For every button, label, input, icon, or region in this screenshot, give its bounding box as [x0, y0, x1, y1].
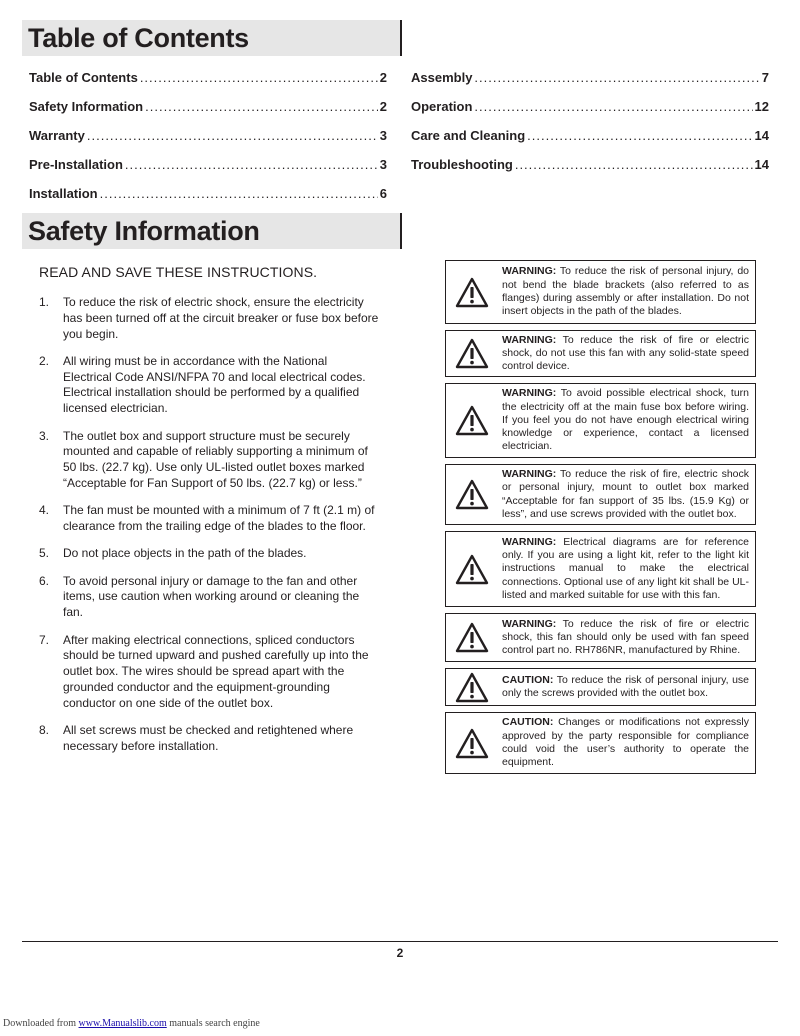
instruction-item	[39, 723, 379, 755]
instruction-text: All set screws must be checked and retightened where necessary before installation.	[63, 723, 354, 753]
watermark-prefix: Downloaded from	[3, 1018, 79, 1029]
page-number: 2	[396, 946, 404, 960]
instruction-item	[39, 574, 379, 621]
read-and-save-heading: READ AND SAVE THESE INSTRUCTIONS.	[39, 264, 318, 280]
toc-entry[interactable]	[29, 157, 387, 186]
warning-body: To reduce the risk of fire, electric shock or personal injury, mount to outlet box marked “Acceptable for fan support of 35 lbs. (15.9 Kg) or less”, and use screws provided with the outlet box.	[502, 467, 749, 520]
warning-body: Changes or modifications not expressly approved by the party responsible for compliance could void the user’s authority to operate the equipment.	[502, 716, 749, 769]
toc-right-column	[411, 70, 769, 186]
warning-box	[445, 712, 756, 774]
warning-triangle-icon	[452, 620, 492, 656]
toc-entry[interactable]	[29, 70, 387, 99]
toc-entry[interactable]	[411, 99, 769, 128]
warning-label: CAUTION:	[502, 673, 554, 686]
toc-entry-page: 3	[379, 128, 387, 143]
toc-dot-leader	[515, 157, 753, 172]
warning-box	[445, 531, 756, 607]
toc-left-column	[29, 70, 387, 215]
toc-entry-page: 14	[754, 128, 769, 143]
warning-text	[502, 618, 749, 658]
toc-dot-leader	[140, 70, 378, 85]
instruction-item	[39, 429, 379, 492]
toc-entry-page: 3	[379, 157, 387, 172]
toc-dot-leader	[125, 157, 378, 172]
toc-entry[interactable]	[411, 128, 769, 157]
instruction-number: 2.	[39, 353, 50, 368]
warning-label: WARNING:	[502, 467, 557, 480]
warning-text	[502, 387, 749, 453]
toc-entry-label: Operation	[411, 99, 473, 114]
instruction-text: The outlet box and support structure must be securely mounted and capable of reliably supporting a minimum of 50 lbs. (22.7 kg). Use only UL-listed outlet boxes marked “Acceptable for Fan Support of 50 lbs. (22.7 kg) or less.”	[63, 428, 368, 490]
warning-text	[502, 536, 749, 602]
toc-entry-page: 14	[754, 157, 769, 172]
caution-triangle-icon	[452, 669, 492, 705]
toc-entry[interactable]	[411, 157, 769, 186]
warning-box	[445, 260, 756, 324]
warning-text	[502, 334, 749, 374]
warning-text	[502, 468, 749, 521]
warnings-column	[445, 260, 756, 780]
warning-text	[502, 265, 749, 318]
download-watermark	[3, 1018, 260, 1029]
instruction-text: To avoid personal injury or damage to the fan and other items, use caution when working around or cleaning the fan.	[63, 573, 360, 620]
instruction-item	[39, 354, 379, 417]
safety-title: Safety Information	[28, 216, 260, 246]
warning-triangle-icon	[452, 403, 492, 439]
manualslib-link[interactable]: www.Manualslib.com	[78, 1018, 167, 1029]
instruction-number: 3.	[39, 428, 50, 443]
instruction-number: 4.	[39, 503, 50, 518]
warning-label: CAUTION:	[502, 716, 554, 729]
toc-dot-leader	[527, 128, 752, 143]
warning-label: WARNING:	[502, 387, 557, 400]
toc-entry[interactable]	[29, 128, 387, 157]
warning-body: To reduce the risk of fire or electric shock, do not use this fan with any solid-state speed control device.	[502, 333, 749, 373]
instruction-number: 8.	[39, 723, 50, 738]
instruction-item	[39, 633, 379, 712]
toc-entry-page: 7	[761, 70, 769, 85]
watermark-suffix: manuals search engine	[166, 1018, 260, 1029]
warning-label: WARNING:	[502, 265, 557, 278]
toc-entry-label: Pre-Installation	[29, 157, 123, 172]
instruction-item	[39, 546, 379, 562]
toc-dot-leader	[100, 186, 378, 201]
warning-triangle-icon	[452, 336, 492, 372]
instruction-number: 6.	[39, 573, 50, 588]
instruction-number: 1.	[39, 295, 50, 309]
instruction-text: The fan must be mounted with a minimum of 7 ft (2.1 m) of clearance from the trailing edge of the blades to the floor.	[63, 503, 375, 534]
safety-instructions-list	[39, 295, 379, 766]
warning-label: WARNING:	[502, 617, 557, 630]
instruction-number: 5.	[39, 546, 50, 561]
warning-body: To reduce the risk of personal injury, use only the screws provided with the outlet box.	[502, 673, 749, 699]
instruction-text: To reduce the risk of electric shock, ensure the electricity has been turned off at the circuit breaker or fuse box before you begin.	[63, 295, 379, 341]
toc-entry-label: Care and Cleaning	[411, 128, 526, 143]
footer-divider	[22, 941, 778, 942]
toc-entry[interactable]	[411, 70, 769, 99]
instruction-item	[39, 503, 379, 535]
warning-label: WARNING:	[502, 333, 557, 346]
instruction-number: 7.	[39, 632, 50, 647]
toc-entry-label: Warranty	[29, 128, 85, 143]
warning-body: Electrical diagrams are for reference only. If you are using a light kit, refer to the light kit instructions manual to make the electrical connections. Optional use of any light kit shall be UL-listed and marked suitable for use with this fan.	[502, 535, 749, 601]
toc-entry-page: 6	[379, 186, 387, 201]
warning-triangle-icon	[452, 551, 492, 587]
toc-entry-label: Installation	[29, 186, 98, 201]
toc-entry-page: 12	[754, 99, 769, 114]
toc-title: Table of Contents	[28, 23, 249, 53]
warning-body: To reduce the risk of fire or electric shock, this fan should only be used with fan speed control part no. RH786NR, manufactured by Rhine.	[502, 617, 749, 657]
toc-dot-leader	[474, 70, 759, 85]
warning-body: To reduce the risk of personal injury, do not bend the blade brackets (also referred to as flanges) during assembly or after installation. Do not insert objects in the path of the blades.	[502, 265, 749, 318]
warning-label: WARNING:	[502, 535, 557, 548]
instruction-text: All wiring must be in accordance with the National Electrical Code ANSI/NFPA 70 and local electrical codes. Electrical installation should be performed by a qualified licensed electrician.	[63, 353, 366, 416]
toc-entry-page: 2	[379, 70, 387, 85]
toc-header	[22, 20, 402, 56]
caution-triangle-icon	[452, 725, 492, 761]
warning-box	[445, 330, 756, 377]
warning-box	[445, 613, 756, 662]
warning-text	[502, 674, 749, 701]
toc-dot-leader	[145, 99, 378, 114]
warning-box	[445, 668, 756, 706]
toc-entry-label: Table of Contents	[29, 70, 138, 85]
toc-entry-label: Safety Information	[29, 99, 144, 114]
toc-entry[interactable]	[29, 99, 387, 128]
warning-body: To avoid possible electrical shock, turn the electricity off at the main fuse box before wiring. If you feel you do not have enough electrical wiring knowledge or experience, contact a licensed electrician.	[502, 387, 749, 453]
toc-dot-leader	[474, 99, 752, 114]
toc-entry-label: Troubleshooting	[411, 157, 513, 172]
toc-entry-label: Assembly	[411, 70, 473, 85]
warning-box	[445, 383, 756, 458]
warning-box	[445, 464, 756, 525]
safety-header	[22, 213, 402, 249]
instruction-text: After making electrical connections, spliced conductors should be turned upward and pushed carefully up into the outlet box. The wires should be spread apart with the grounded conductor and the equipment-grounding conductor on one side of the outlet box.	[63, 632, 369, 710]
warning-triangle-icon	[452, 274, 492, 310]
warning-triangle-icon	[452, 477, 492, 513]
warning-text	[502, 716, 749, 769]
toc-dot-leader	[87, 128, 378, 143]
instruction-text: Do not place objects in the path of the blades.	[63, 546, 307, 561]
toc-entry-page: 2	[379, 99, 387, 114]
toc-entry[interactable]	[29, 186, 387, 215]
instruction-item	[39, 295, 379, 342]
